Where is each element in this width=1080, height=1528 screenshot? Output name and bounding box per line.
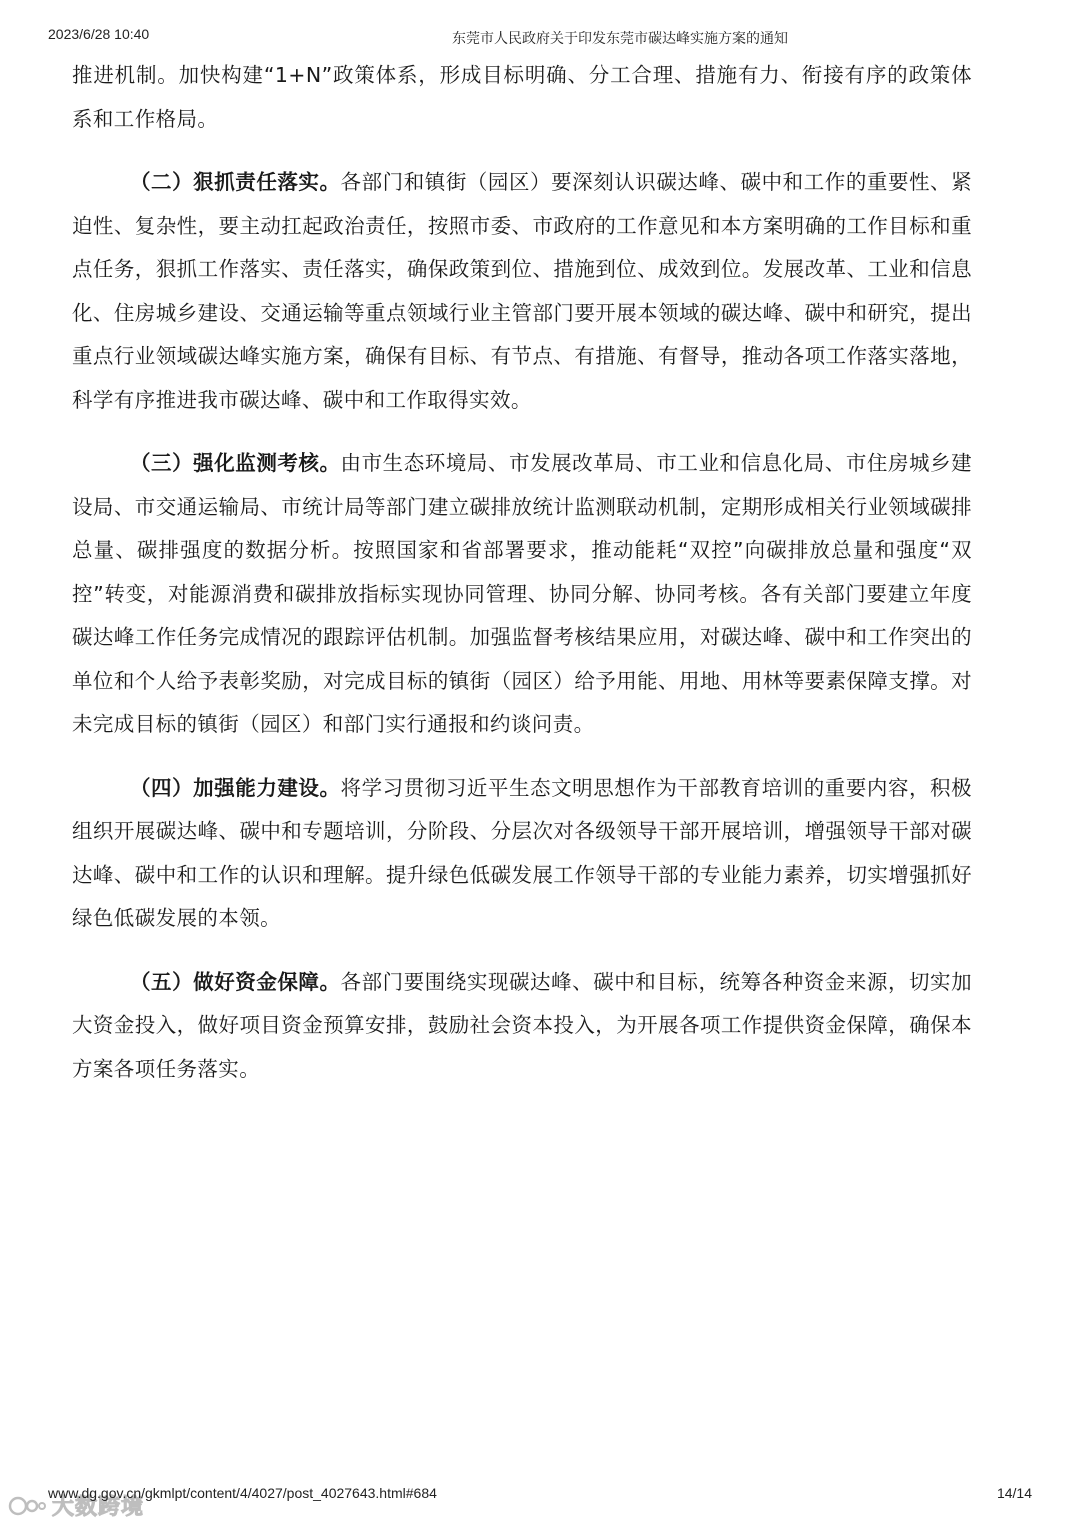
paragraph-section-4 [72,767,972,941]
print-datetime: 2023/6/28 10:40 [48,26,150,42]
paragraph-text: 将学习贯彻习近平生态文明思想作为干部教育培训的重要内容，积极组织开展碳达峰、碳中和专题培训，分阶段、分层次对各级领导干部开展培训，增强领导干部对碳达峰、碳中和工作的认识和理解。提升绿色低碳发展工作领导干部的专业能力素养，切实增强抓好绿色低碳发展的本领。 [72,775,973,930]
section-heading: （二）狠抓责任落实。 [130,170,341,194]
section-heading: （四）加强能力建设。 [130,775,341,800]
page-number: 14/14 [996,1485,1032,1501]
logo-mark-icon [8,1493,48,1519]
paragraph-continuation [72,54,972,141]
print-url: www.dg.gov.cn/gkmlpt/content/4/4027/post_4027643.html#684 [48,1485,437,1501]
paragraph-text: 各部门要围绕实现碳达峰、碳中和目标，统筹各种资金来源，切实加大资金投入，做好项目资金预算安排，鼓励社会资本投入，为开展各项工作提供资金保障，确保本方案各项任务落实。 [72,969,973,1081]
section-heading: （五）做好资金保障。 [130,969,341,994]
paragraph-section-2 [72,161,972,422]
section-heading: （三）强化监测考核。 [130,451,341,475]
paragraph-section-5 [72,961,972,1092]
document-body [72,54,972,1111]
paragraph-text: 由市生态环境局、市发展改革局、市工业和信息化局、市住房城乡建设局、市交通运输局、市统计局等部门建立碳排放统计监测联动机制，定期形成相关行业领域碳排总量、碳排强度的数据分析。按照国家和省部署要求，推动能耗“双控”向碳排放总量和强度“双控”转变，对能源消费和碳排放指标实现协同管理、协同分解、协同考核。各有关部门要建立年度碳达峰工作任务完成情况的跟踪评估机制。加强监督考核结果应用，对碳达峰、碳中和工作突出的单位和个人给予表彰奖励，对完成目标的镇街（园区）给予用能、用地、用林等要素保障支撑。对未完成目标的镇街（园区）和部门实行通报和约谈问责。 [72,451,973,736]
paragraph-text: 各部门和镇街（园区）要深刻认识碳达峰、碳中和工作的重要性、紧迫性、复杂性，要主动扛起政治责任，按照市委、市政府的工作意见和本方案明确的工作目标和重点任务，狠抓工作落实、责任落实，确保政策到位、措施到位、成效到位。发展改革、工业和信息化、住房城乡建设、交通运输等重点领域行业主管部门要开展本领域的碳达峰、碳中和研究，提出重点行业领域碳达峰实施方案，确保有目标、有节点、有措施、有督导，推动各项工作落实落地，科学有序推进我市碳达峰、碳中和工作取得实效。 [72,170,973,412]
paragraph-section-3 [72,442,972,747]
paragraph-text: 推进机制。加快构建“1+N”政策体系，形成目标明确、分工合理、措施有力、衔接有序的政策体系和工作格局。 [72,63,972,131]
print-page-title: 东莞市人民政府关于印发东莞市碳达峰实施方案的通知 [452,31,788,47]
watermark-text: 大数跨境 [52,1495,145,1520]
